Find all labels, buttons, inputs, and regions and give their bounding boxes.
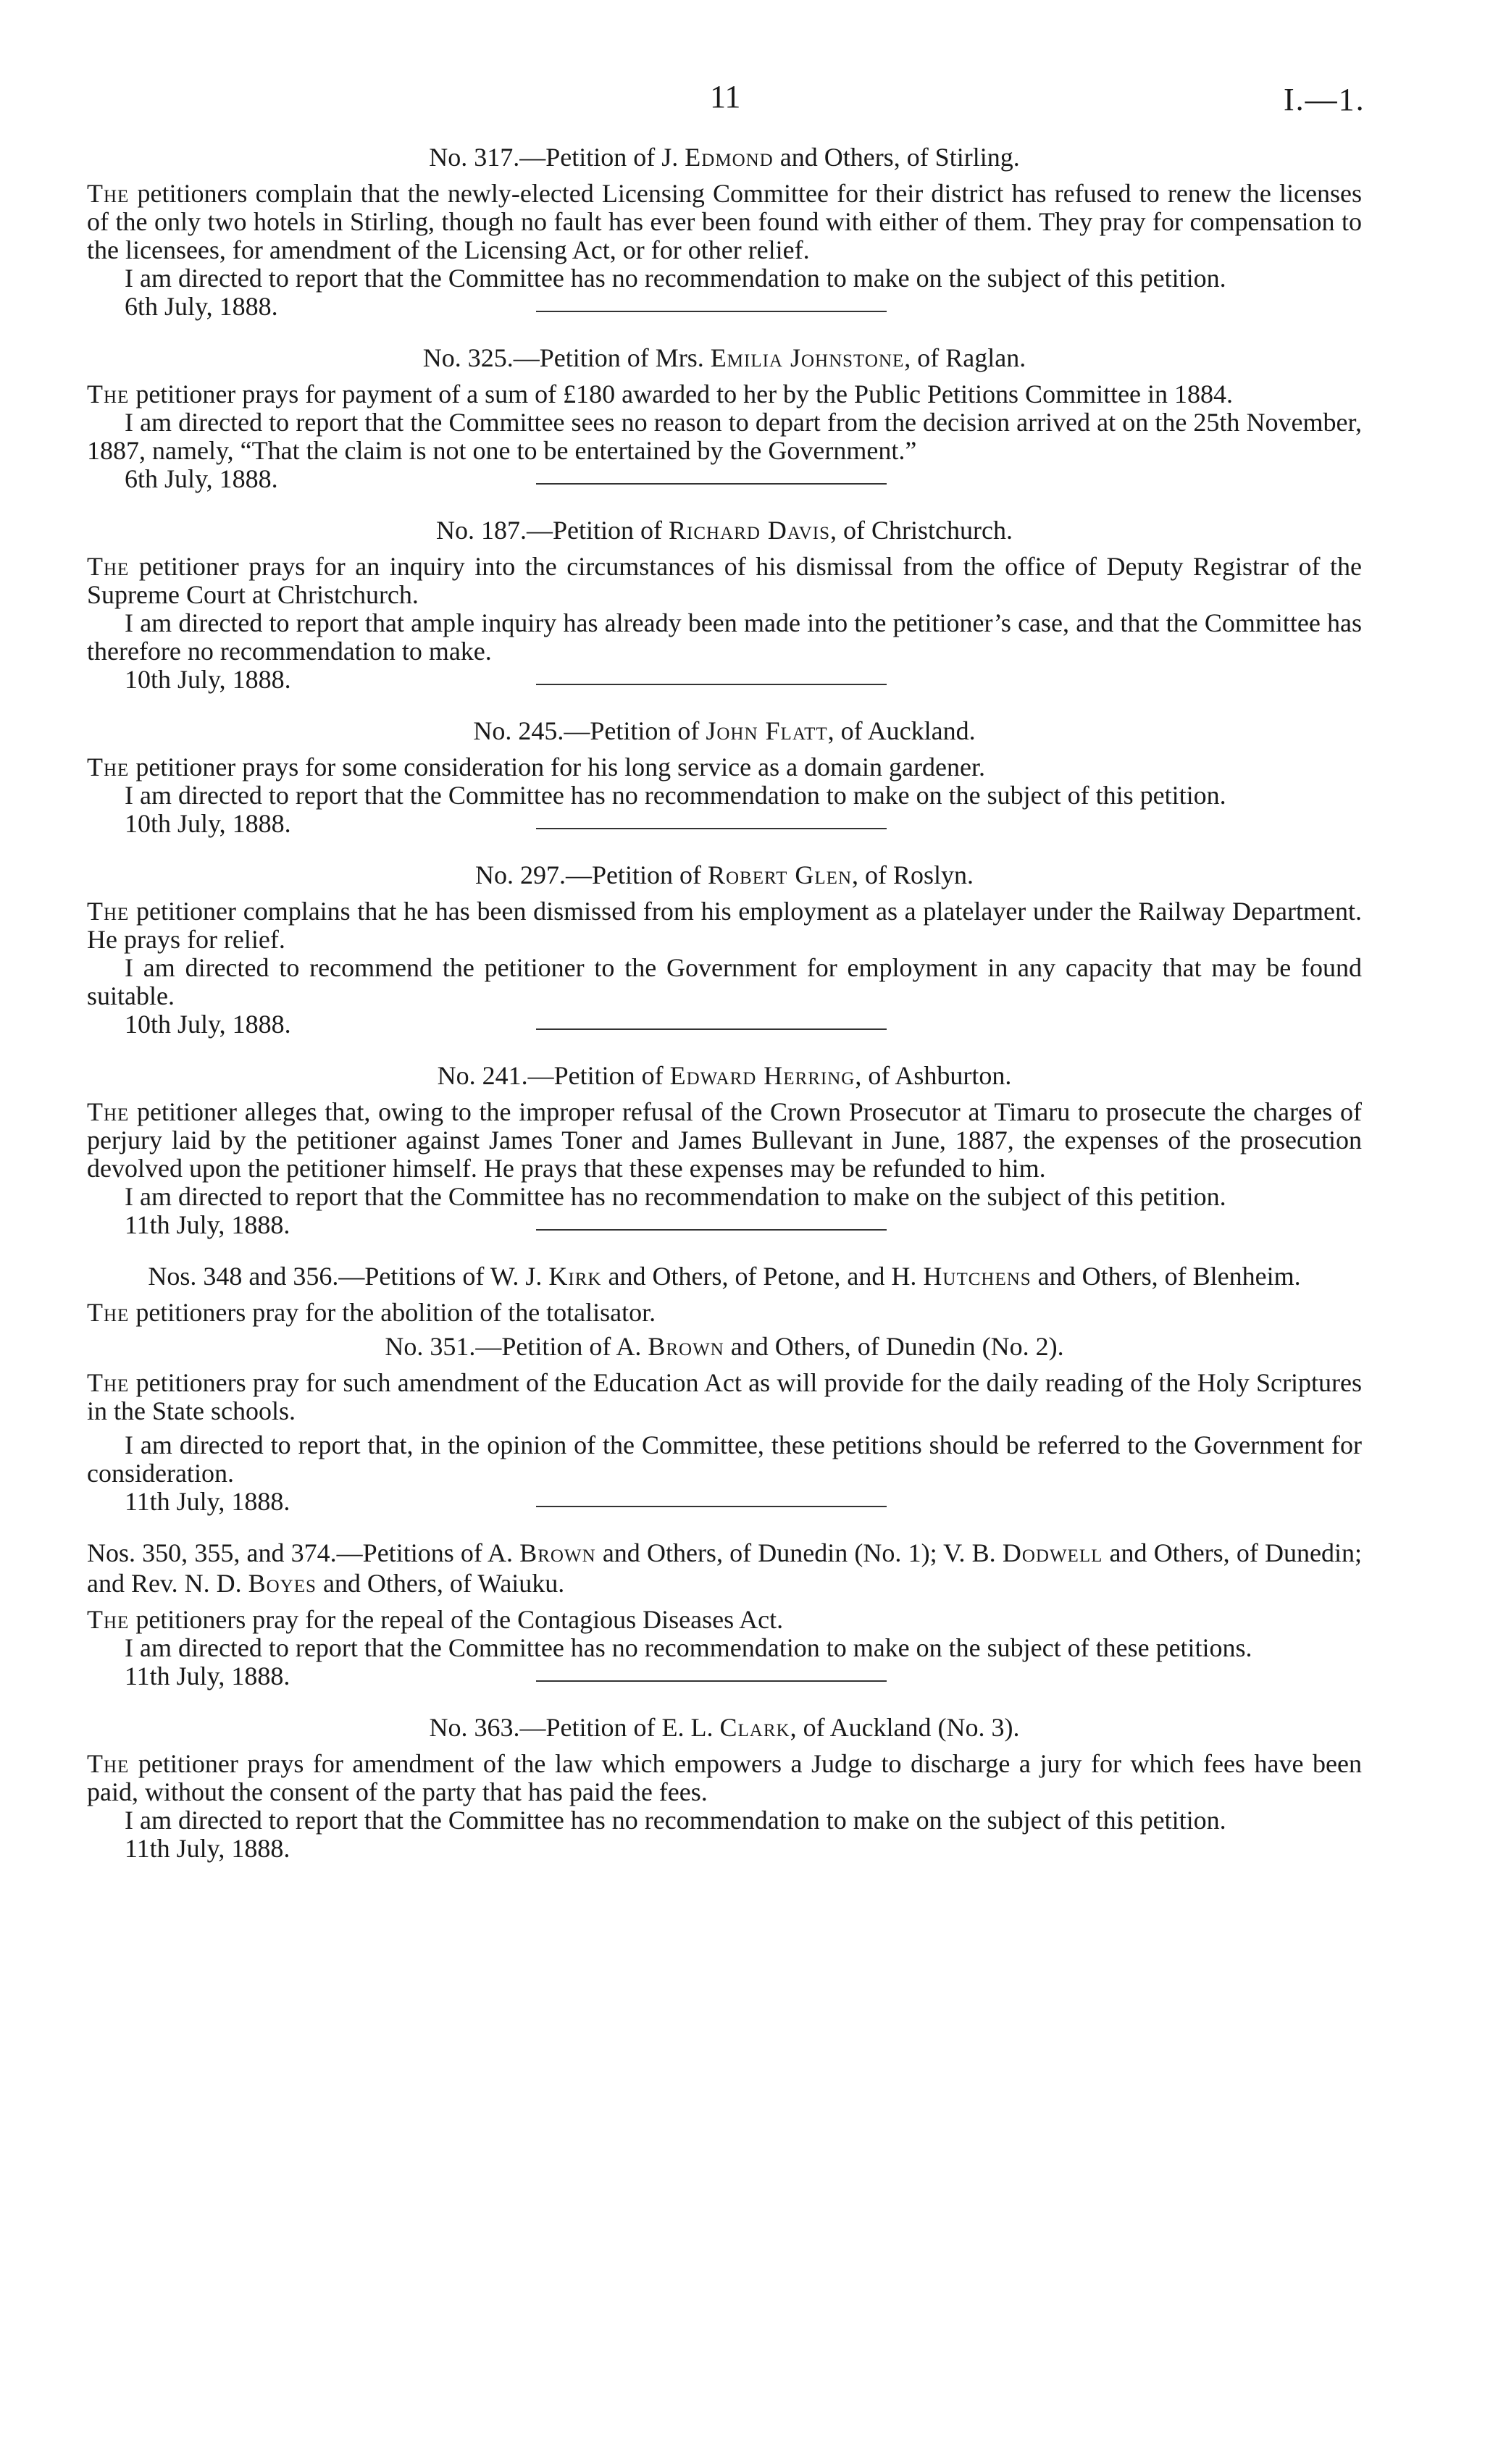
petition-prayer: The petitioners pray for the abolition of the totalisator. — [87, 1298, 656, 1327]
report-date: 11th July, 1888. — [125, 1210, 290, 1239]
petition-heading: No. 317.—Petition of J. Edmond and Others, of Stirling. — [429, 143, 1020, 172]
petition-prayer: The petitioner prays for payment of a sum of £180 awarded to her by the Public Petitions Committee in 1884. — [87, 380, 1234, 408]
petition-prayer: The petitioners pray for such amendment of the Education Act as will provide for the daily reading of the Holy Scriptures in the State schools. — [87, 1368, 1362, 1425]
petition-297 — [87, 860, 1362, 1039]
petitions-348-356-351 — [87, 1261, 1362, 1516]
committee-report: I am directed to report that the Committee has no recommendation to make on the subject of this petition. — [125, 1806, 1226, 1835]
petition-prayer: The petitioner complains that he has been dismissed from his employment as a platelayer under the Railway Department. He prays for relief. — [87, 897, 1362, 954]
petition-heading: No. 351.—Petition of A. Brown and Others, of Dunedin (No. 2). — [385, 1332, 1064, 1361]
section-divider — [536, 828, 887, 829]
petition-prayer: The petitioners pray for the repeal of the Contagious Diseases Act. — [87, 1605, 784, 1634]
report-date: 6th July, 1888. — [125, 464, 278, 493]
report-date: 10th July, 1888. — [125, 665, 291, 694]
petition-prayer: The petitioner prays for an inquiry into the circumstances of his dismissal from the office of Deputy Registrar of the Supreme Court at Christchurch. — [87, 552, 1362, 609]
committee-report: I am directed to report that the Committee has no recommendation to make on the subject of this petition. — [125, 1182, 1226, 1211]
section-divider — [536, 1229, 887, 1231]
petition-heading: No. 363.—Petition of E. L. Clark, of Auckland (No. 3). — [429, 1713, 1020, 1742]
page-number: 11 — [710, 79, 741, 114]
section-divider — [536, 483, 887, 485]
petition-heading: No. 241.—Petition of Edward Herring, of Ashburton. — [437, 1061, 1012, 1090]
committee-report: I am directed to report that ample inquiry has already been made into the petitioner’s case, and that the Committee has therefore no recommendation to make. — [87, 608, 1362, 666]
petition-363 — [87, 1712, 1362, 1863]
committee-report: I am directed to report that the Committee has no recommendation to make on the subject of these petitions. — [125, 1633, 1252, 1662]
report-date: 11th July, 1888. — [125, 1834, 290, 1863]
petition-heading: Nos. 350, 355, and 374.—Petitions of A. Brown and Others, of Dunedin (No. 1); V. B. Dodwell and Others, of Dunedin; and Rev. N. D. Boyes and Others, of Waiuku. — [87, 1538, 1362, 1598]
petition-heading: No. 325.—Petition of Mrs. Emilia Johnstone, of Raglan. — [422, 343, 1026, 372]
committee-report: I am directed to report that the Committee sees no reason to depart from the decision arrived at on the 25th November, 1887, namely, “That the claim is not one to be entertained by the Government.” — [87, 408, 1362, 465]
petitions-350-355-374 — [87, 1538, 1362, 1690]
section-divider — [536, 1680, 887, 1682]
petition-heading: No. 245.—Petition of John Flatt, of Auckland. — [473, 716, 976, 745]
report-date: 11th July, 1888. — [125, 1661, 290, 1690]
report-date: 11th July, 1888. — [125, 1487, 290, 1516]
section-divider — [536, 1028, 887, 1030]
petition-heading: No. 187.—Petition of Richard Davis, of Christchurch. — [436, 516, 1013, 545]
committee-report: I am directed to report that the Committee has no recommendation to make on the subject of this petition. — [125, 264, 1226, 293]
report-date: 6th July, 1888. — [125, 292, 278, 321]
petitions-list — [87, 142, 1362, 1863]
section-divider — [536, 311, 887, 312]
section-divider — [536, 1506, 887, 1507]
petition-prayer: The petitioners complain that the newly-elected Licensing Committee for their district has refused to renew the licenses of the only two hotels in Stirling, though no fault has ever been found with either of them. They pray for compensation to the licensees, for amendment of the Licensing Act, or for other relief. — [87, 179, 1362, 264]
petition-317 — [87, 142, 1362, 321]
petition-heading: Nos. 348 and 356.—Petitions of W. J. Kirk and Others, of Petone, and H. Hutchens and Others, of Blenheim. — [148, 1262, 1301, 1291]
petition-prayer: The petitioner prays for some consideration for his long service as a domain gardener. — [87, 753, 985, 781]
section-divider — [536, 684, 887, 685]
report-date: 10th July, 1888. — [125, 1010, 291, 1039]
petition-heading: No. 297.—Petition of Robert Glen, of Roslyn. — [474, 860, 974, 889]
petition-245 — [87, 716, 1362, 838]
committee-report: I am directed to recommend the petitioner to the Government for employment in any capacity that may be found suitable. — [87, 953, 1362, 1010]
document-reference: I.—1. — [1284, 82, 1365, 117]
petition-prayer: The petitioner prays for amendment of the law which empowers a Judge to discharge a jury for which fees have been paid, without the consent of the party that has paid the fees. — [87, 1749, 1362, 1806]
committee-report: I am directed to report that, in the opinion of the Committee, these petitions should be referred to the Government for consideration. — [87, 1430, 1362, 1488]
petition-prayer: The petitioner alleges that, owing to the improper refusal of the Crown Prosecutor at Timaru to prosecute the charges of perjury laid by the petitioner against James Toner and James Bullevant in June, 1887, the expenses of the prosecution devolved upon the petitioner himself. He prays that these expenses may be refunded to him. — [87, 1097, 1362, 1183]
petition-241 — [87, 1060, 1362, 1239]
report-date: 10th July, 1888. — [125, 809, 291, 838]
committee-report: I am directed to report that the Committee has no recommendation to make on the subject of this petition. — [125, 781, 1226, 810]
petition-325 — [87, 343, 1362, 493]
petition-187 — [87, 515, 1362, 694]
